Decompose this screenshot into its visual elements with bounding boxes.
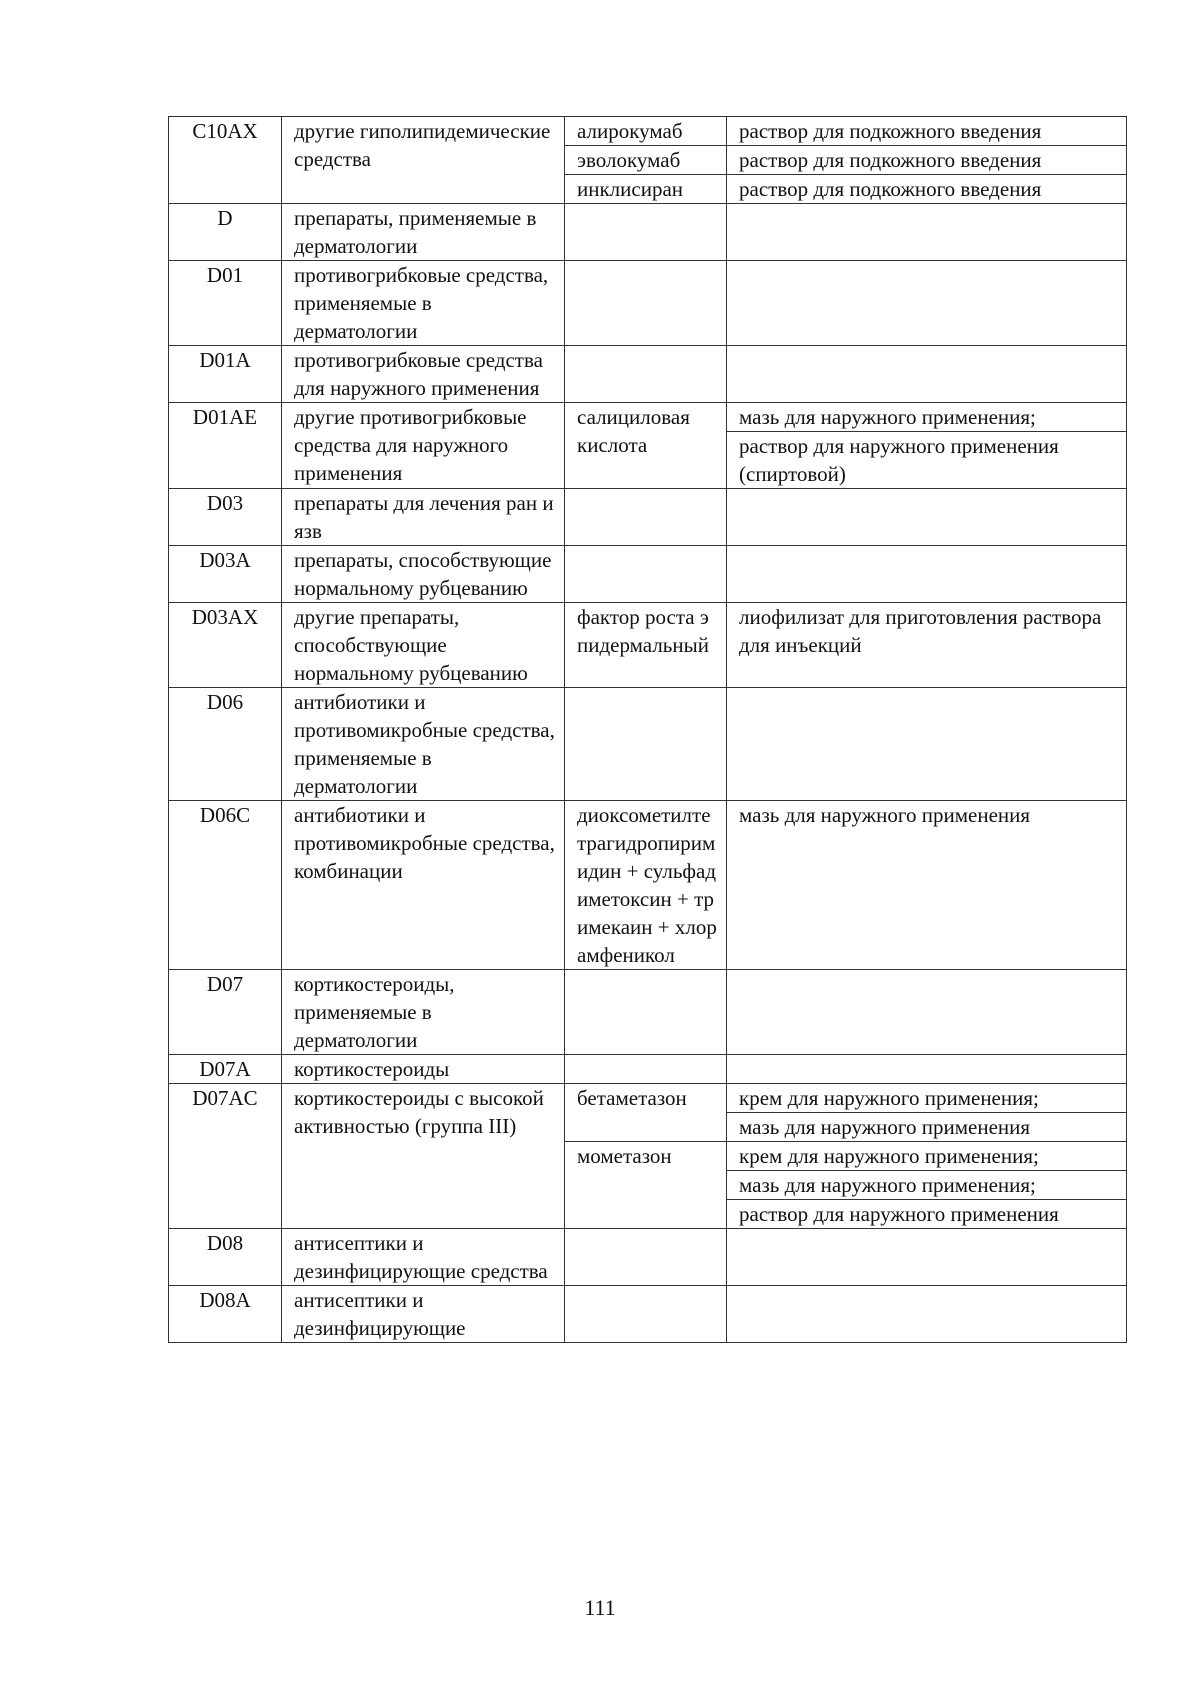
dosage-form: крем для наружного применения; (727, 1142, 1127, 1171)
table-row (169, 346, 1127, 403)
drug-name-empty (565, 546, 727, 603)
drug-name: инклисиран (565, 175, 727, 204)
atc-code: D08A (169, 1286, 282, 1343)
dosage-form-empty (727, 546, 1127, 603)
drug-name: диоксометилтетрагидропиримидин + сульфадиметоксин + тримекаин + хлорамфеникол (565, 801, 727, 970)
table-row (169, 403, 1127, 489)
table-row (169, 117, 1127, 146)
drug-name-empty (565, 970, 727, 1055)
drug-name-empty (565, 204, 727, 261)
dosage-form-empty (727, 1055, 1127, 1084)
drug-name: салициловая кислота (565, 403, 727, 489)
dosage-form-list (727, 403, 1127, 489)
table-row (169, 1229, 1127, 1286)
atc-code: D03A (169, 546, 282, 603)
page-number: 111 (584, 1595, 616, 1620)
dosage-form: мазь для наружного применения; (727, 403, 1126, 432)
dosage-form: раствор для подкожного введения (727, 117, 1127, 146)
drug-name-empty (565, 688, 727, 801)
table-row (169, 204, 1127, 261)
dosage-form-empty (727, 489, 1127, 546)
table-row (169, 546, 1127, 603)
atc-code: D01A (169, 346, 282, 403)
atc-group-name: другие противогрибковые средства для наружного применения (282, 403, 565, 489)
atc-group-name: антисептики и дезинфицирующие средства (282, 1229, 565, 1286)
dosage-form-empty (727, 204, 1127, 261)
dosage-form-empty (727, 261, 1127, 346)
drug-name-empty (565, 261, 727, 346)
dosage-form: мазь для наружного применения (727, 801, 1127, 970)
atc-group-name: противогрибковые средства для наружного применения (282, 346, 565, 403)
drug-name: бетаметазон (565, 1084, 727, 1142)
atc-code: D (169, 204, 282, 261)
atc-drug-table (168, 116, 1127, 1343)
dosage-form: раствор для наружного применения (727, 1200, 1127, 1229)
drug-name: мометазон (565, 1142, 727, 1229)
table-row (169, 261, 1127, 346)
table-row (169, 603, 1127, 688)
atc-group-name: антисептики и дезинфицирующие (282, 1286, 565, 1343)
dosage-form-empty (727, 346, 1127, 403)
dosage-form: лиофилизат для приготовления раствора для инъекций (727, 603, 1127, 688)
atc-code: D07AC (169, 1084, 282, 1229)
dosage-form: раствор для подкожного введения (727, 175, 1127, 204)
dosage-form: крем для наружного применения; (727, 1084, 1127, 1113)
drug-name: алирокумаб (565, 117, 727, 146)
atc-group-name: антибиотики и противомикробные средства, комбинации (282, 801, 565, 970)
atc-code: D08 (169, 1229, 282, 1286)
dosage-form: мазь для наружного применения; (727, 1171, 1127, 1200)
table-row (169, 489, 1127, 546)
drug-name-empty (565, 346, 727, 403)
dosage-form-empty (727, 1286, 1127, 1343)
atc-group-name: другие гиполипидемические средства (282, 117, 565, 204)
atc-code: D03 (169, 489, 282, 546)
table-row (169, 1055, 1127, 1084)
atc-group-name: кортикостероиды (282, 1055, 565, 1084)
atc-code: D03AX (169, 603, 282, 688)
drug-name: эволокумаб (565, 146, 727, 175)
drug-name-empty (565, 1286, 727, 1343)
atc-code: D01AE (169, 403, 282, 489)
atc-code: D01 (169, 261, 282, 346)
dosage-form: раствор для наружного применения (спиртовой) (739, 434, 1059, 486)
atc-group-name: кортикостероиды, применяемые в дерматологии (282, 970, 565, 1055)
atc-group-name: кортикостероиды с высокой активностью (группа III) (282, 1084, 565, 1229)
dosage-form: мазь для наружного применения (727, 1113, 1127, 1142)
dosage-form-empty (727, 688, 1127, 801)
drug-name: фактор роста эпидермальный (565, 603, 727, 688)
atc-code: D06 (169, 688, 282, 801)
atc-group-name: антибиотики и противомикробные средства, применяемые в дерматологии (282, 688, 565, 801)
table-row (169, 970, 1127, 1055)
drug-name-empty (565, 1055, 727, 1084)
drug-name-empty (565, 489, 727, 546)
table-row (169, 801, 1127, 970)
atc-group-name: препараты для лечения ран и язв (282, 489, 565, 546)
atc-code: D06C (169, 801, 282, 970)
dosage-form-empty (727, 1229, 1127, 1286)
table-row (169, 688, 1127, 801)
drug-name-empty (565, 1229, 727, 1286)
atc-group-name: препараты, применяемые в дерматологии (282, 204, 565, 261)
atc-code: D07A (169, 1055, 282, 1084)
table-row (169, 1286, 1127, 1343)
dosage-form: раствор для подкожного введения (727, 146, 1127, 175)
atc-code: D07 (169, 970, 282, 1055)
dosage-form-empty (727, 970, 1127, 1055)
table-row (169, 1084, 1127, 1113)
atc-group-name: противогрибковые средства, применяемые в дерматологии (282, 261, 565, 346)
atc-code: C10AX (169, 117, 282, 204)
atc-group-name: другие препараты, способствующие нормальному рубцеванию (282, 603, 565, 688)
atc-group-name: препараты, способствующие нормальному рубцеванию (282, 546, 565, 603)
